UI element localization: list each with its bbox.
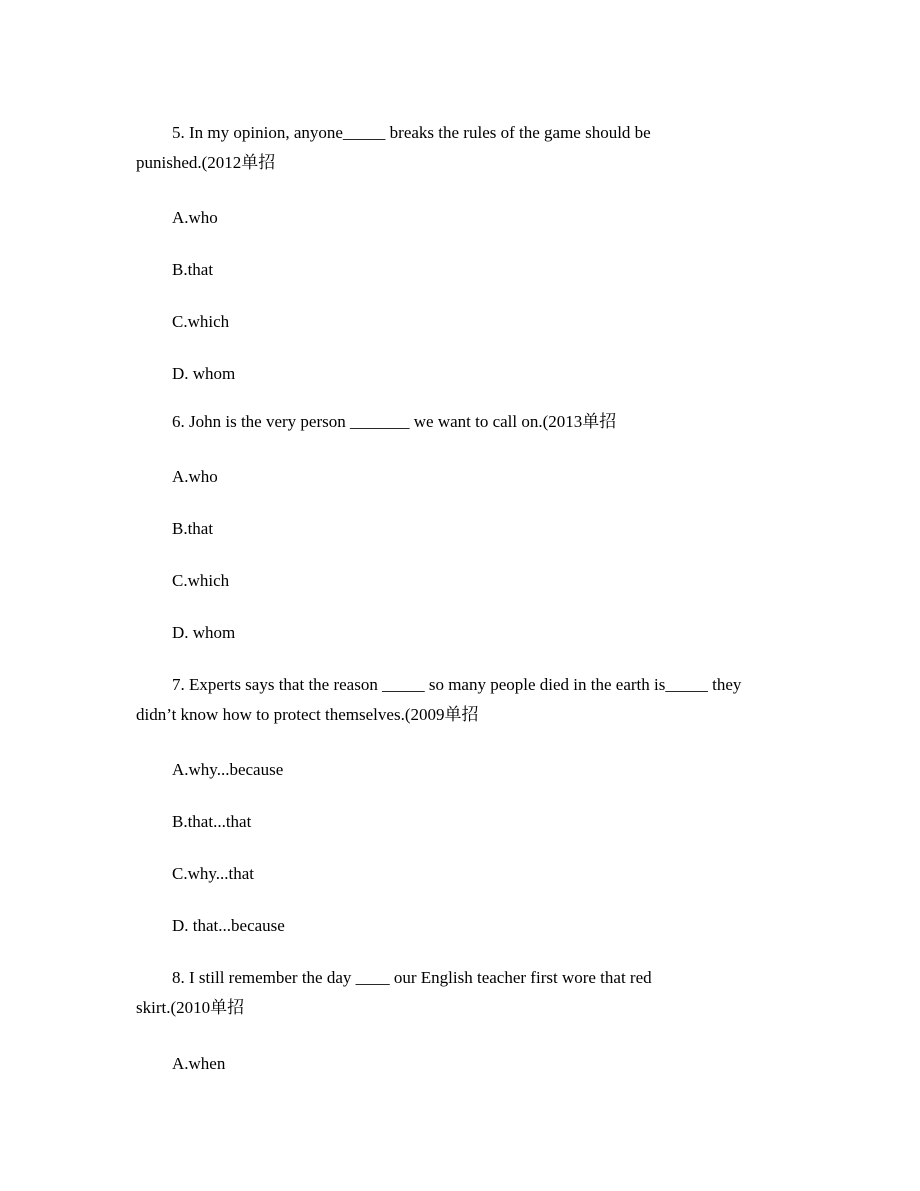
option-c: C.which — [172, 312, 230, 331]
option-b: B.that — [172, 260, 214, 279]
option-b: B.that...that — [172, 812, 252, 831]
option-c: C.why...that — [172, 864, 255, 883]
question-7 — [136, 670, 786, 730]
option-c: C.which — [172, 571, 230, 590]
question-stem: 7. Experts says that the reason _____ so many people died in the earth is_____ they — [172, 675, 742, 694]
question-stem: 5. In my opinion, anyone_____ breaks the rules of the game should be — [172, 123, 651, 142]
option-a: A.who — [172, 208, 218, 227]
option-a: A.who — [172, 467, 218, 486]
option-d: D. whom — [172, 364, 236, 383]
question-stem-continued: skirt.(2010单招 — [136, 998, 245, 1017]
question-5 — [136, 118, 786, 178]
option-b: B.that — [172, 519, 214, 538]
option-d: D. that...because — [172, 916, 285, 935]
question-stem: 6. John is the very person _______ we want to call on.(2013单招 — [172, 412, 617, 431]
option-a: A.when — [172, 1054, 226, 1073]
question-stem-continued: didn’t know how to protect themselves.(2009单招 — [136, 705, 479, 724]
option-a: A.why...because — [172, 760, 284, 779]
option-d: D. whom — [172, 623, 236, 642]
question-stem-continued: punished.(2012单招 — [136, 153, 276, 172]
question-6 — [136, 407, 786, 437]
question-stem: 8. I still remember the day ____ our English teacher first wore that red — [172, 968, 652, 987]
question-8 — [136, 963, 786, 1023]
